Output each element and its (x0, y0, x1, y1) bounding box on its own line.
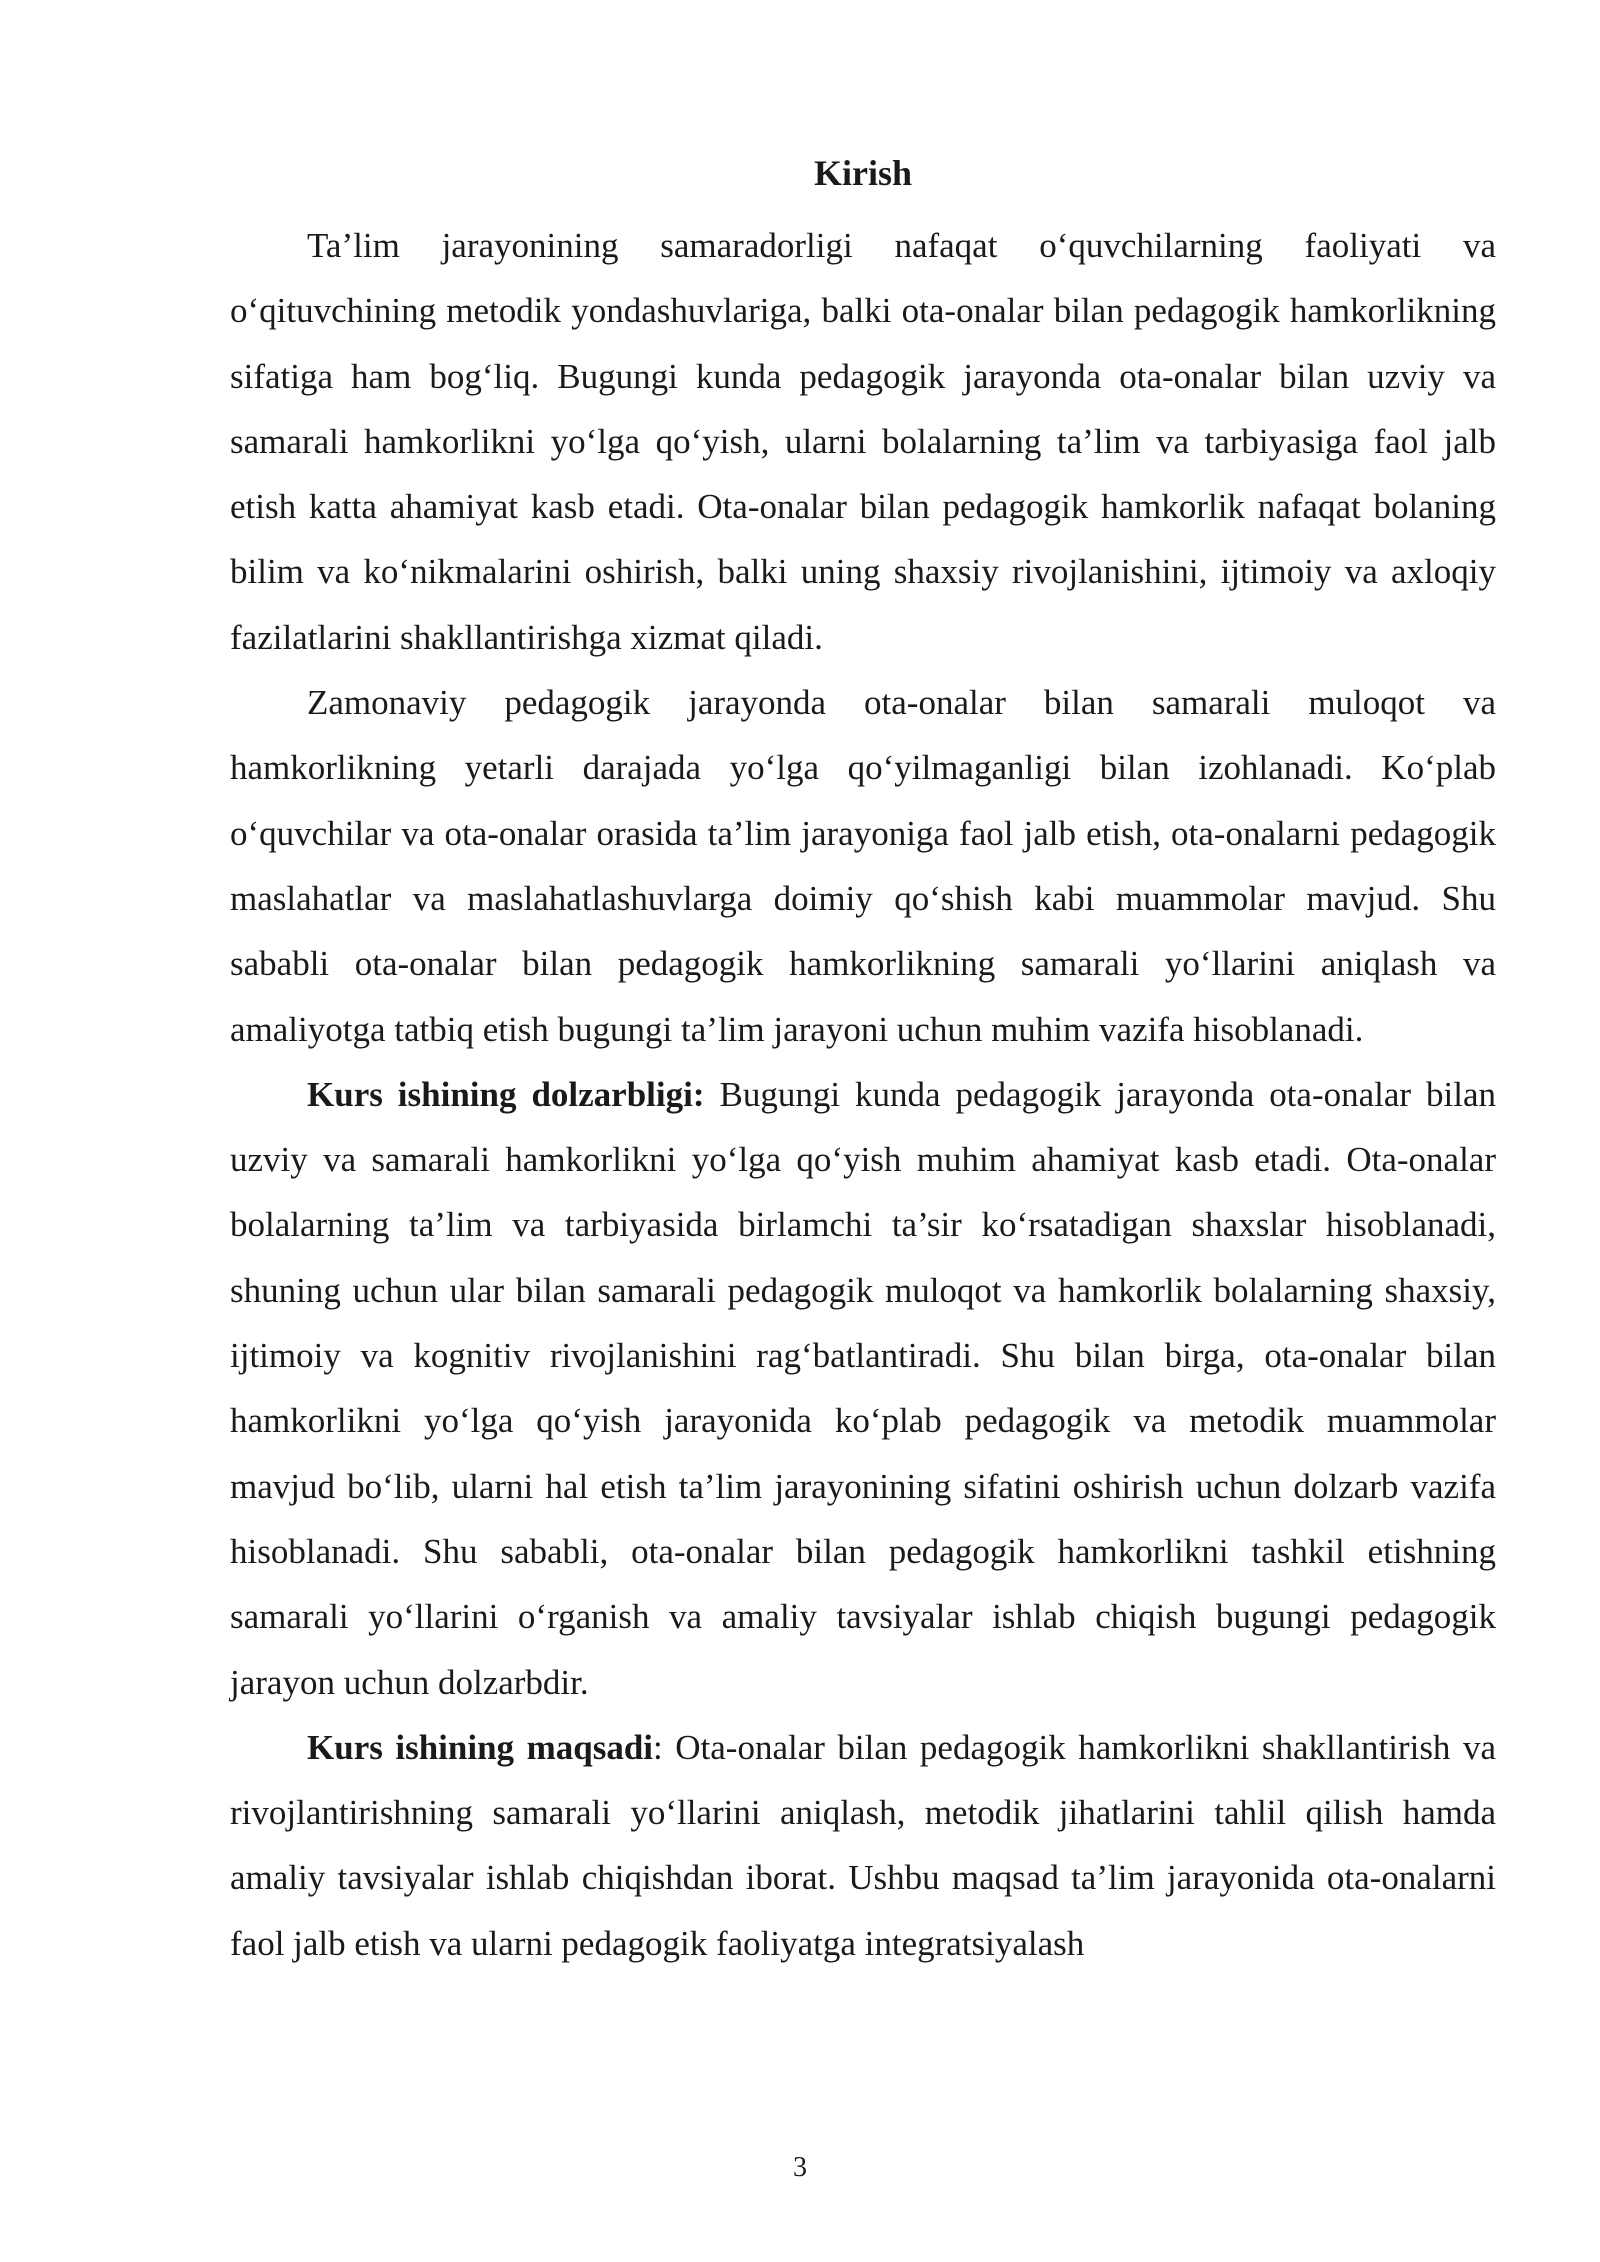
paragraph-introduction (230, 213, 1496, 670)
paragraph-relevance (230, 1062, 1496, 1715)
paragraph-text: Ta’lim jarayonining samaradorligi nafaqat o‘quvchilarning faoliyati va o‘qituvchining metodik yondashuvlariga, balki ota-onalar bilan pedagogik hamkorlikning sifatiga ham bog‘liq. Bugungi kunda pedagogik jarayonda ota-onalar bilan uzviy va samarali hamkorlikni yo‘lga qo‘yish, ularni bolalarning ta’lim va tarbiyasiga faol jalb etish katta ahamiyat kasb etadi. Ota-onalar bilan pedagogik hamkorlik nafaqat bolaning bilim va ko‘nikmalarini oshirish, balki uning shaxsiy rivojlanishini, ijtimoiy va axloqiy fazilatlarini shakllantirishga xizmat qiladi. (230, 226, 1496, 657)
page-number: 3 (793, 2152, 807, 2183)
paragraph-modern-process (230, 670, 1496, 1062)
page-content (230, 148, 1496, 1976)
paragraph-text: : Ota-onalar bilan pedagogik hamkorlikni shakllantirish va rivojlantirishning samarali yo‘llarini aniqlash, metodik jihatlarini tahlil qilish hamda amaliy tavsiyalar ishlab chiqishdan iborat. Ushbu maqsad ta’lim jarayonida ota-onalarni faol jalb etish va ularni pedagogik faoliyatga integratsiyalash (230, 1727, 1496, 1963)
paragraph-text: Zamonaviy pedagogik jarayonda ota-onalar bilan samarali muloqot va hamkorlikning yetarli darajada yo‘lga qo‘yilmaganligi bilan izohlanadi. Ko‘plab o‘quvchilar va ota-onalar orasida ta’lim jarayoniga faol jalb etish, ota-onalarni pedagogik maslahatlar va maslahatlashuvlarga doimiy qo‘shish kabi muammolar mavjud. Shu sababli ota-onalar bilan pedagogik hamkorlikning samarali yo‘llarini aniqlash va amaliyotga tatbiq etish bugungi ta’lim jarayoni uchun muhim vazifa hisoblanadi. (230, 683, 1496, 1049)
paragraph-lead-goal: Kurs ishining maqsadi (307, 1727, 654, 1767)
paragraph-lead-relevance: Kurs ishining dolzarbligi: (307, 1074, 705, 1114)
section-heading: Kirish (813, 153, 912, 193)
paragraph-goal (230, 1715, 1496, 1976)
paragraph-text: Bugungi kunda pedagogik jarayonda ota-onalar bilan uzviy va samarali hamkorlikni yo‘lga qo‘yish muhim ahamiyat kasb etadi. Ota-onalar bolalarning ta’lim va tarbiyasida birlamchi ta’sir ko‘rsatadigan shaxslar hisoblanadi, shuning uchun ular bilan samarali pedagogik muloqot va hamkorlik bolalarning shaxsiy, ijtimoiy va kognitiv rivojlanishini rag‘batlantiradi. Shu bilan birga, ota-onalar bilan hamkorlikni yo‘lga qo‘yish jarayonida ko‘plab pedagogik va metodik muammolar mavjud bo‘lib, ularni hal etish ta’lim jarayonining sifatini oshirish uchun dolzarb vazifa hisoblanadi. Shu sababli, ota-onalar bilan pedagogik hamkorlikni tashkil etishning samarali yo‘llarini o‘rganish va amaliy tavsiyalar ishlab chiqish bugungi pedagogik jarayon uchun dolzarbdir. (230, 1074, 1496, 1702)
